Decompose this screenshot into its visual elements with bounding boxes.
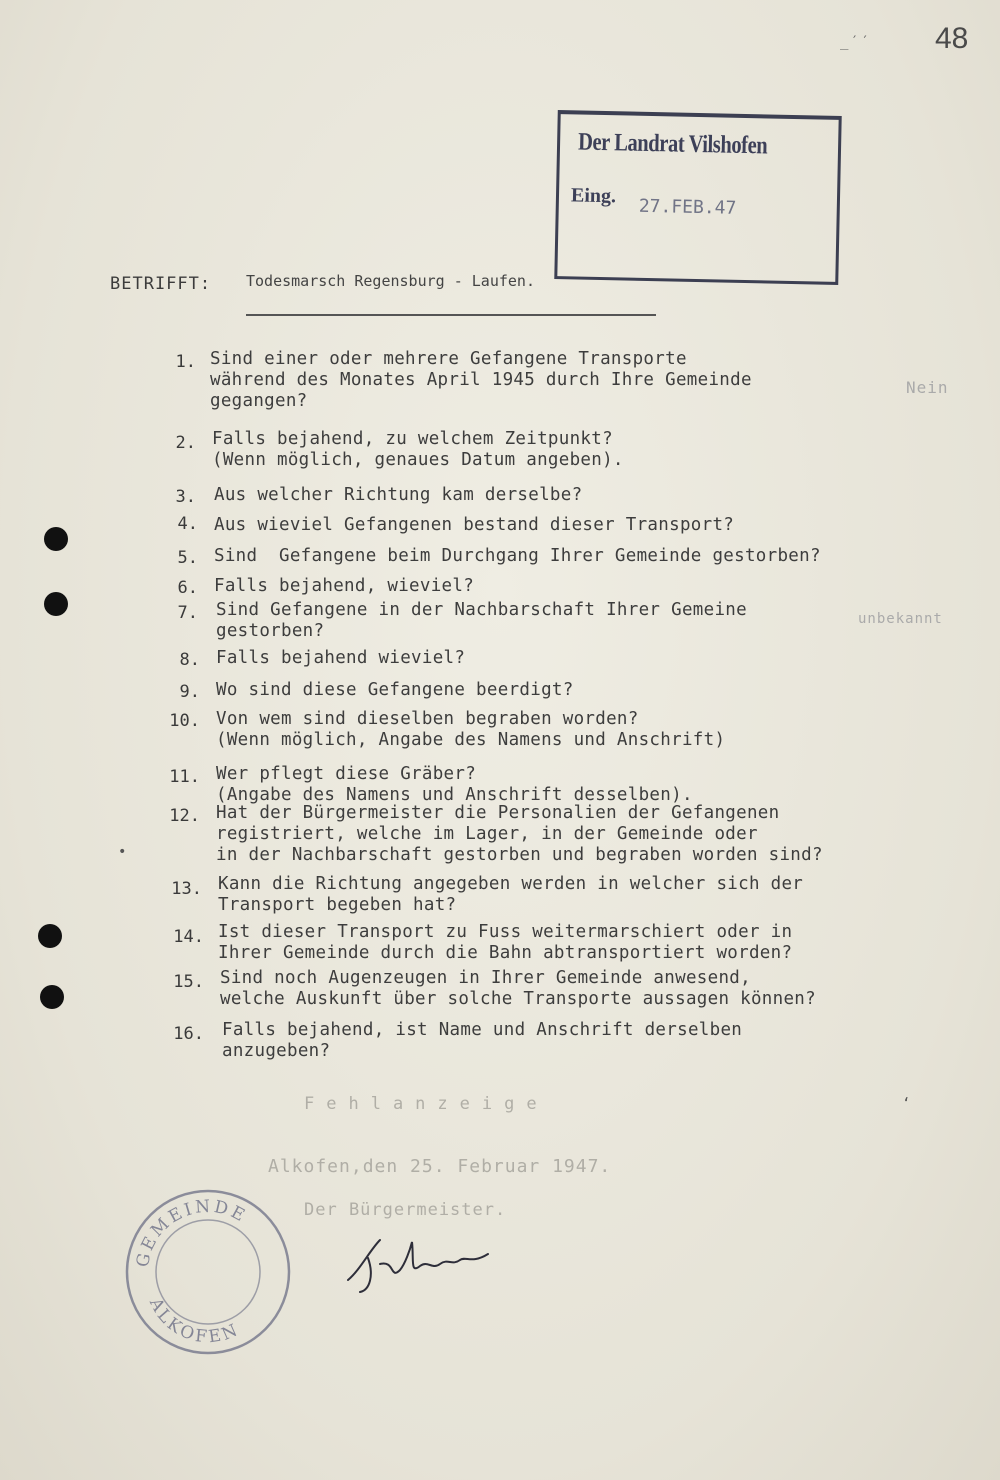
paper-mark: • bbox=[118, 844, 127, 860]
question-number: 15. bbox=[173, 972, 204, 992]
question-text: Sind Gefangene in der Nachbarschaft Ihrer Gemeine gestorben? bbox=[216, 600, 747, 641]
subject-label: BETRIFFT: bbox=[110, 274, 212, 294]
municipal-seal bbox=[124, 1188, 292, 1356]
question-text: Wo sind diese Gefangene beerdigt? bbox=[216, 680, 574, 700]
nil-report: Fehlanzeige bbox=[304, 1094, 549, 1114]
question-text: Falls bejahend, wieviel? bbox=[214, 576, 475, 596]
question-number: 12. bbox=[169, 806, 200, 826]
question-number: 16. bbox=[173, 1024, 204, 1044]
question-number: 1. bbox=[175, 352, 196, 372]
punch-hole bbox=[38, 924, 62, 948]
question-text: Aus welcher Richtung kam derselbe? bbox=[214, 485, 583, 505]
question-number: 3. bbox=[175, 487, 196, 507]
stamp-received-date: 27.FEB.47 bbox=[638, 195, 737, 219]
svg-text:ALKOFEN bbox=[145, 1294, 244, 1347]
question-text: Von wem sind dieselben begraben worden? (Wenn möglich, Angabe des Namens und Anschrift) bbox=[216, 709, 726, 750]
seal-top-text: GEMEINDE bbox=[132, 1196, 251, 1269]
question-number: 5. bbox=[177, 548, 198, 568]
question-text: Sind noch Augenzeugen in Ihrer Gemeinde anwesend, welche Auskunft über solche Transporte aussagen können? bbox=[220, 968, 816, 1009]
answer-q1: Nein bbox=[906, 378, 949, 397]
punch-hole bbox=[40, 985, 64, 1009]
page-number: 48 bbox=[935, 22, 969, 55]
punch-hole bbox=[44, 592, 68, 616]
question-text: Falls bejahend wieviel? bbox=[216, 648, 466, 668]
question-number: 11. bbox=[169, 767, 200, 787]
question-text: Sind einer oder mehrere Gefangene Transporte während des Monates April 1945 durch Ihre Gemeinde gegangen? bbox=[210, 349, 752, 411]
question-text: Aus wieviel Gefangenen bestand dieser Transport? bbox=[214, 515, 735, 535]
stamp-title: Der Landrat Vilshofen bbox=[577, 128, 768, 160]
subject-underline bbox=[246, 314, 656, 316]
question-number: 8. bbox=[179, 650, 200, 670]
subject-text: Todesmarsch Regensburg - Laufen. bbox=[246, 272, 535, 290]
question-number: 4. bbox=[177, 514, 198, 534]
top-marks: _′′ bbox=[840, 34, 872, 50]
question-text: Falls bejahend, zu welchem Zeitpunkt? (Wenn möglich, genaues Datum angeben). bbox=[212, 429, 624, 470]
question-text: Kann die Richtung angegeben werden in welcher sich der Transport begeben hat? bbox=[218, 874, 804, 915]
question-number: 2. bbox=[175, 433, 196, 453]
seal-bottom-text: ALKOFEN bbox=[145, 1294, 244, 1348]
place-date: Alkofen,den 25. Februar 1947. bbox=[268, 1156, 612, 1177]
question-text: Wer pflegt diese Gräber? (Angabe des Namens und Anschrift desselben). bbox=[216, 764, 693, 805]
question-text: Sind Gefangene beim Durchgang Ihrer Gemeinde gestorben? bbox=[214, 546, 821, 566]
question-text: Hat der Bürgermeister die Personalien der Gefangenen registriert, welche im Lager, in der Gemeinde oder in der Nachbarschaft gestorben und begraben worden sind? bbox=[216, 803, 823, 865]
question-number: 7. bbox=[177, 603, 198, 623]
question-number: 9. bbox=[179, 682, 200, 702]
stamp-received-label: Eing. bbox=[570, 184, 617, 208]
question-text: Ist dieser Transport zu Fuss weitermarschiert oder in Ihrer Gemeinde durch die Bahn abtransportiert worden? bbox=[218, 922, 793, 963]
svg-text:GEMEINDE bbox=[133, 1197, 251, 1269]
answer-q7: unbekannt bbox=[858, 611, 943, 627]
mayor-title: Der Bürgermeister. bbox=[304, 1200, 507, 1220]
question-number: 13. bbox=[171, 879, 202, 899]
punch-hole bbox=[44, 527, 68, 551]
question-number: 6. bbox=[177, 578, 198, 598]
question-number: 14. bbox=[173, 927, 204, 947]
mayor-signature bbox=[340, 1230, 510, 1300]
received-stamp bbox=[554, 110, 841, 285]
question-text: Falls bejahend, ist Name und Anschrift derselben anzugeben? bbox=[222, 1020, 743, 1061]
paper-mark: ‘ bbox=[902, 1096, 911, 1112]
question-number: 10. bbox=[169, 711, 200, 731]
